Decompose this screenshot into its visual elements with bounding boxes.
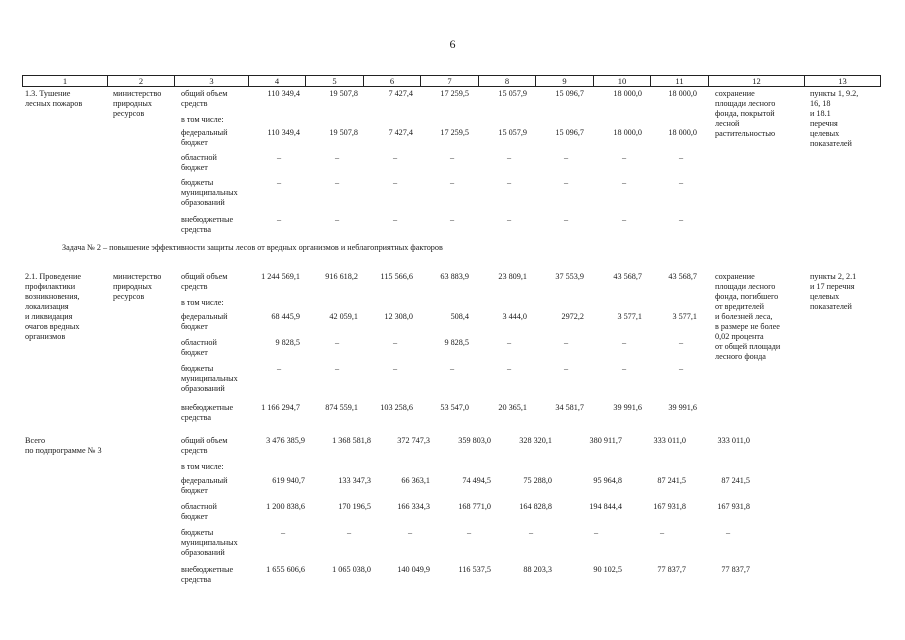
value-cell: 39 991,6 — [668, 403, 697, 412]
b2-result-line: от общей площади — [715, 342, 781, 351]
b2-event-name-line: очагов вредных — [25, 322, 80, 331]
b2-source-line: общий объем — [181, 272, 228, 281]
header-col-11: 11 — [651, 76, 709, 86]
b2-indicators-line: показателей — [810, 302, 852, 311]
value-cell: 23 809,1 — [498, 272, 527, 281]
value-cell: 116 537,5 — [458, 565, 491, 574]
value-cell: 1 200 838,6 — [266, 502, 305, 511]
value-cell: 18 000,0 — [613, 128, 642, 137]
dash-cell: – — [407, 528, 413, 537]
dash-cell: – — [392, 153, 398, 162]
value-cell: 7 427,4 — [388, 89, 413, 98]
page-number: 6 — [449, 37, 456, 51]
b2-indicators-line: целевых — [810, 292, 840, 301]
dash-cell: – — [276, 178, 282, 187]
dash-cell: – — [659, 528, 665, 537]
b2-source-line: областной — [181, 338, 217, 347]
b2-result-line: сохранение — [715, 272, 755, 281]
b2-event-name-line: и ликвидация — [25, 312, 73, 321]
dash-cell: – — [563, 215, 569, 224]
value-cell: 75 288,0 — [523, 476, 552, 485]
header-col-6: 6 — [364, 76, 421, 86]
value-cell: 916 618,2 — [325, 272, 358, 281]
dash-cell: – — [563, 153, 569, 162]
b1-source-line: внебюджетные — [181, 215, 234, 224]
b1-executor-line: ресурсов — [113, 109, 145, 118]
value-cell: 34 581,7 — [555, 403, 584, 412]
b1-source-line: областной — [181, 153, 217, 162]
b1-indicators-line: пункты 1, 9.2, — [810, 89, 859, 98]
b2-event-name-line: возникновения, — [25, 292, 80, 301]
value-cell: 42 059,1 — [329, 312, 358, 321]
value-cell: 168 771,0 — [458, 502, 491, 511]
value-cell: 3 577,1 — [672, 312, 697, 321]
dash-cell: – — [276, 215, 282, 224]
column-number-header — [22, 75, 881, 87]
value-cell: 95 964,8 — [593, 476, 622, 485]
value-cell: 359 803,0 — [458, 436, 491, 445]
value-cell: 37 553,9 — [555, 272, 584, 281]
b1-indicators-line: показателей — [810, 139, 852, 148]
b2-event-name-line: профилактики — [25, 282, 76, 291]
b1-source-line: муниципальных — [181, 188, 238, 197]
header-col-8: 8 — [479, 76, 536, 86]
total-source-line: внебюджетные — [181, 565, 234, 574]
b1-result-line: сохранение — [715, 89, 755, 98]
b1-source-line: образований — [181, 198, 225, 207]
value-cell: 9 828,5 — [444, 338, 469, 347]
dash-cell: – — [334, 178, 340, 187]
dash-cell: – — [678, 178, 684, 187]
header-col-7: 7 — [421, 76, 479, 86]
total-source-line: средства — [181, 575, 212, 584]
value-cell: 39 991,6 — [613, 403, 642, 412]
task-2-heading: Задача № 2 – повышение эффективности защиты лесов от вредных организмов и неблагоприятных факторов — [62, 243, 443, 252]
dash-cell: – — [466, 528, 472, 537]
value-cell: 15 096,7 — [555, 128, 584, 137]
dash-cell: – — [563, 364, 569, 373]
b2-source-line: бюджет — [181, 322, 208, 331]
b2-source-line: средств — [181, 282, 208, 291]
dash-cell: – — [346, 528, 352, 537]
value-cell: 74 494,5 — [462, 476, 491, 485]
b2-executor-line: ресурсов — [113, 292, 145, 301]
header-col-10: 10 — [594, 76, 651, 86]
value-cell: 115 566,6 — [380, 272, 413, 281]
value-cell: 15 057,9 — [498, 89, 527, 98]
value-cell: 87 241,5 — [657, 476, 686, 485]
b1-result-line: фонда, покрытой — [715, 109, 775, 118]
header-col-13: 13 — [805, 76, 881, 86]
b2-executor-line: министерство — [113, 272, 162, 281]
dash-cell: – — [621, 178, 627, 187]
value-cell: 20 365,1 — [498, 403, 527, 412]
value-cell: 18 000,0 — [668, 128, 697, 137]
b2-event-name-line: организмов — [25, 332, 66, 341]
value-cell: 18 000,0 — [613, 89, 642, 98]
b1-result-line: лесной — [715, 119, 740, 128]
value-cell: 77 837,7 — [657, 565, 686, 574]
dash-cell: – — [449, 178, 455, 187]
value-cell: 53 547,0 — [440, 403, 469, 412]
dash-cell: – — [621, 215, 627, 224]
value-cell: 12 308,0 — [384, 312, 413, 321]
dash-cell: – — [621, 153, 627, 162]
dash-cell: – — [392, 178, 398, 187]
dash-cell: – — [334, 215, 340, 224]
b2-source-line: муниципальных — [181, 374, 238, 383]
header-col-9: 9 — [536, 76, 594, 86]
b2-result-line: площади лесного — [715, 282, 776, 291]
b2-source-line: федеральный — [181, 312, 228, 321]
b1-indicators-line: и 18.1 — [810, 109, 831, 118]
value-cell: 508,4 — [450, 312, 469, 321]
value-cell: 17 259,5 — [440, 128, 469, 137]
dash-cell: – — [449, 153, 455, 162]
total-source-line: бюджет — [181, 512, 208, 521]
dash-cell: – — [593, 528, 599, 537]
value-cell: 140 049,9 — [397, 565, 430, 574]
b2-indicators-line: пункты 2, 2.1 — [810, 272, 857, 281]
total-source-line: бюджет — [181, 486, 208, 495]
b2-source-line: бюджет — [181, 348, 208, 357]
dash-cell: – — [506, 178, 512, 187]
dash-cell: – — [506, 215, 512, 224]
b1-source-line: федеральный — [181, 128, 228, 137]
b1-source-line: средств — [181, 99, 208, 108]
value-cell: 43 568,7 — [613, 272, 642, 281]
value-cell: 1 655 606,6 — [266, 565, 305, 574]
value-cell: 19 507,8 — [329, 128, 358, 137]
value-cell: 166 334,3 — [397, 502, 430, 511]
value-cell: 194 844,4 — [589, 502, 622, 511]
dash-cell: – — [563, 178, 569, 187]
dash-cell: – — [506, 364, 512, 373]
b1-source-line: средства — [181, 225, 212, 234]
value-cell: 7 427,4 — [388, 128, 413, 137]
value-cell: 9 828,5 — [275, 338, 300, 347]
total-source-line: федеральный — [181, 476, 228, 485]
b1-source-line: бюджеты — [181, 178, 214, 187]
dash-cell: – — [678, 364, 684, 373]
b2-result-line: фонда, погибшего — [715, 292, 779, 301]
b1-source-line: в том числе: — [181, 115, 224, 124]
dash-cell: – — [528, 528, 534, 537]
dash-cell: – — [280, 528, 286, 537]
total-source-line: областной — [181, 502, 217, 511]
value-cell: 3 444,0 — [502, 312, 527, 321]
value-cell: 167 931,8 — [653, 502, 686, 511]
b2-event-name-line: 2.1. Проведение — [25, 272, 81, 281]
total-source-line: образований — [181, 548, 225, 557]
b2-result-line: 0,02 процента — [715, 332, 764, 341]
dash-cell: – — [621, 338, 627, 347]
b2-result-line: лесного фонда — [715, 352, 766, 361]
total-source-line: общий объем — [181, 436, 228, 445]
value-cell: 77 837,7 — [721, 565, 750, 574]
dash-cell: – — [334, 338, 340, 347]
total-source-line: в том числе: — [181, 462, 224, 471]
dash-cell: – — [392, 364, 398, 373]
b2-source-line: внебюджетные — [181, 403, 234, 412]
dash-cell: – — [392, 215, 398, 224]
b2-result-line: от вредителей — [715, 302, 764, 311]
dash-cell: – — [392, 338, 398, 347]
value-cell: 17 259,5 — [440, 89, 469, 98]
value-cell: 1 166 294,7 — [261, 403, 300, 412]
value-cell: 333 011,0 — [653, 436, 686, 445]
value-cell: 167 931,8 — [717, 502, 750, 511]
value-cell: 170 196,5 — [338, 502, 371, 511]
value-cell: 68 445,9 — [271, 312, 300, 321]
dash-cell: – — [506, 153, 512, 162]
dash-cell: – — [334, 153, 340, 162]
b1-result-line: площади лесного — [715, 99, 776, 108]
b2-indicators-line: и 17 перечня — [810, 282, 855, 291]
total-event-name-line: Всего — [25, 436, 46, 445]
header-col-1: 1 — [23, 76, 108, 86]
value-cell: 2972,2 — [561, 312, 584, 321]
b1-executor-line: министерство — [113, 89, 162, 98]
b2-result-line: в размере не более — [715, 322, 780, 331]
b2-event-name-line: локализация — [25, 302, 69, 311]
dash-cell: – — [276, 153, 282, 162]
b1-indicators-line: перечня — [810, 119, 838, 128]
value-cell: 3 577,1 — [617, 312, 642, 321]
value-cell: 1 244 569,1 — [261, 272, 300, 281]
value-cell: 164 828,8 — [519, 502, 552, 511]
value-cell: 110 349,4 — [267, 89, 300, 98]
value-cell: 87 241,5 — [721, 476, 750, 485]
b2-source-line: образований — [181, 384, 225, 393]
value-cell: 1 368 581,8 — [332, 436, 371, 445]
dash-cell: – — [449, 364, 455, 373]
b2-result-line: и болезней леса, — [715, 312, 773, 321]
dash-cell: – — [449, 215, 455, 224]
value-cell: 18 000,0 — [668, 89, 697, 98]
value-cell: 133 347,3 — [338, 476, 371, 485]
dash-cell: – — [621, 364, 627, 373]
header-col-3: 3 — [175, 76, 249, 86]
value-cell: 15 057,9 — [498, 128, 527, 137]
b1-indicators-line: целевых — [810, 129, 840, 138]
value-cell: 43 568,7 — [668, 272, 697, 281]
value-cell: 15 096,7 — [555, 89, 584, 98]
value-cell: 3 476 385,9 — [266, 436, 305, 445]
b1-event-name-line: лесных пожаров — [25, 99, 83, 108]
value-cell: 328 320,1 — [519, 436, 552, 445]
value-cell: 1 065 038,0 — [332, 565, 371, 574]
total-source-line: муниципальных — [181, 538, 238, 547]
b2-source-line: средства — [181, 413, 212, 422]
b1-result-line: растительностью — [715, 129, 776, 138]
value-cell: 110 349,4 — [267, 128, 300, 137]
value-cell: 90 102,5 — [593, 565, 622, 574]
b1-event-name-line: 1.3. Тушение — [25, 89, 71, 98]
total-event-name-line: по подпрограмме № 3 — [25, 446, 102, 455]
b2-source-line: в том числе: — [181, 298, 224, 307]
value-cell: 63 883,9 — [440, 272, 469, 281]
dash-cell: – — [678, 338, 684, 347]
b1-indicators-line: 16, 18 — [810, 99, 831, 108]
dash-cell: – — [678, 153, 684, 162]
value-cell: 103 258,6 — [380, 403, 413, 412]
header-col-5: 5 — [306, 76, 364, 86]
header-col-12: 12 — [709, 76, 805, 86]
dash-cell: – — [334, 364, 340, 373]
b2-executor-line: природных — [113, 282, 152, 291]
b1-source-line: бюджет — [181, 138, 208, 147]
value-cell: 619 940,7 — [272, 476, 305, 485]
value-cell: 333 011,0 — [717, 436, 750, 445]
dash-cell: – — [678, 215, 684, 224]
total-source-line: средств — [181, 446, 208, 455]
value-cell: 88 203,3 — [523, 565, 552, 574]
b1-source-line: бюджет — [181, 163, 208, 172]
dash-cell: – — [725, 528, 731, 537]
header-col-4: 4 — [249, 76, 306, 86]
dash-cell: – — [506, 338, 512, 347]
dash-cell: – — [563, 338, 569, 347]
value-cell: 372 747,3 — [397, 436, 430, 445]
value-cell: 380 911,7 — [589, 436, 622, 445]
value-cell: 66 363,1 — [401, 476, 430, 485]
b1-executor-line: природных — [113, 99, 152, 108]
value-cell: 19 507,8 — [329, 89, 358, 98]
total-source-line: бюджеты — [181, 528, 214, 537]
value-cell: 874 559,1 — [325, 403, 358, 412]
header-col-2: 2 — [108, 76, 175, 86]
b2-source-line: бюджеты — [181, 364, 214, 373]
b1-source-line: общий объем — [181, 89, 228, 98]
dash-cell: – — [276, 364, 282, 373]
